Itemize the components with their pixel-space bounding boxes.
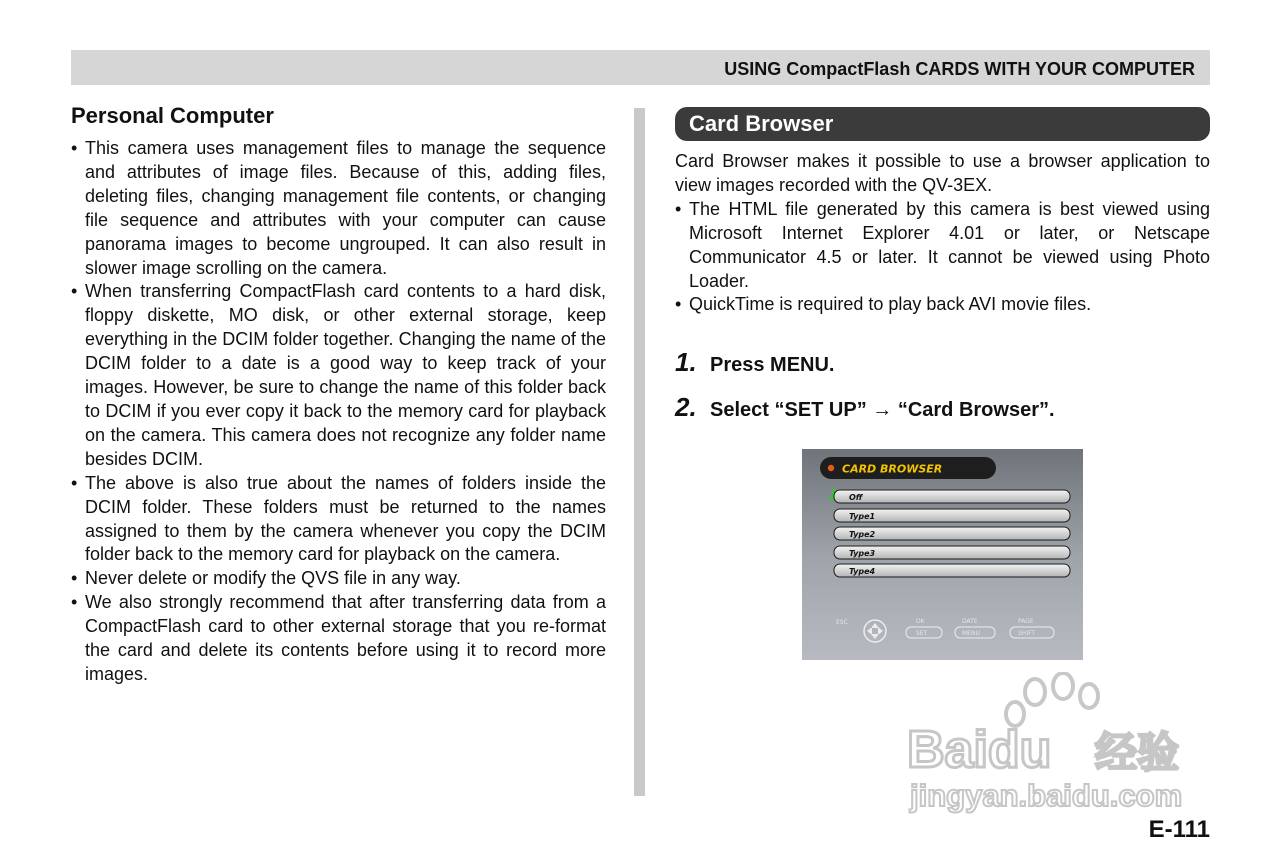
step-1: [675, 347, 1210, 378]
watermark-url: jingyan.baidu.com: [910, 778, 1183, 813]
bullet-item: • The above is also true about the names of folders inside the DCIM folder. These folders must be returned to the names assigned to them by the camera whenever you copy the DCIM folder back to the memory card for playback on the camera.: [71, 472, 606, 568]
lcd-option-label: Type3: [849, 549, 876, 558]
step-number: 2.: [675, 392, 697, 423]
left-column: [71, 103, 606, 687]
header-bar: [71, 50, 1210, 85]
column-divider: [634, 108, 645, 796]
lcd-option-label: Off: [849, 493, 863, 502]
card-browser-title: Card Browser: [675, 107, 1210, 141]
step-number: 1.: [675, 347, 697, 378]
step-2: [675, 392, 1210, 423]
bullet-item: • When transferring CompactFlash card contents to a hard disk, floppy diskette, MO disk, or other external storage, keep everything in the DCIM folder together. Changing the name of the DCIM folder to a date is a good way to keep track of your images. However, be sure to change the name of this folder back to DCIM if you ever copy it back to the memory card for playback on the camera. This camera does not recognize any folder name besides DCIM.: [71, 280, 606, 471]
lcd-date-label: DATE: [962, 618, 978, 625]
lcd-option-label: Type4: [849, 567, 876, 576]
personal-computer-title: Personal Computer: [71, 103, 274, 128]
step-text: Select “SET UP” → “Card Browser”.: [710, 399, 1055, 422]
right-column: [675, 107, 1210, 437]
steps: [675, 347, 1210, 423]
watermark-chinese: 经验: [1095, 728, 1180, 777]
page-number: E-111: [1148, 816, 1210, 843]
lcd-shift-label: SHIFT: [1018, 630, 1036, 637]
baidu-watermark: [905, 672, 1205, 817]
bullet-item: • We also strongly recommend that after transferring data from a CompactFlash card to other external storage that you re-format the card and delete its contents before using it to record more images.: [71, 591, 606, 687]
lcd-set-label: SET: [916, 630, 928, 637]
bullet-item: • Never delete or modify the QVS file in any way.: [71, 567, 606, 591]
personal-computer-bullets: [71, 137, 606, 687]
lcd-option-type3: [834, 546, 1070, 559]
camera-lcd-screenshot: [802, 449, 1083, 660]
bullet-item: • The HTML file generated by this camera is best viewed using Microsoft Internet Explorer 4.01 or later, or Netscape Communicator 4.5 or later. It cannot be viewed using Photo Loader.: [675, 198, 1210, 294]
paw-icon: [1006, 673, 1098, 726]
lcd-esc-label: ESC: [836, 619, 848, 626]
lcd-option-label: Type2: [849, 530, 876, 539]
lcd-option-type1: [834, 509, 1070, 522]
step-text: Press MENU.: [710, 354, 835, 377]
bullet-item: • QuickTime is required to play back AVI movie files.: [675, 293, 1210, 317]
watermark-brand: Baidu: [907, 721, 1052, 779]
lcd-menu-label: MENU: [962, 630, 980, 637]
lcd-ok-label: OK: [916, 618, 925, 625]
lcd-option-type4: [834, 564, 1070, 577]
card-browser-bullets: [675, 198, 1210, 318]
lcd-option-type2: [834, 527, 1070, 540]
lcd-option-off: [831, 489, 1070, 503]
lcd-page-label: PAGE: [1018, 618, 1034, 625]
lcd-header: CARD BROWSER: [842, 462, 943, 476]
bullet-item: • This camera uses management files to manage the sequence and attributes of image files. Because of this, adding files, deleting files, changing management file contents, or changing file sequence and attributes with your computer can cause panorama images to become ungrouped. It can also result in slower image scrolling on the camera.: [71, 137, 606, 280]
header-title: USING CompactFlash CARDS WITH YOUR COMPUTER: [724, 59, 1195, 79]
lcd-option-label: Type1: [849, 512, 876, 521]
card-browser-intro: Card Browser makes it possible to use a browser application to view images recorded with the QV-3EX.: [675, 151, 1210, 195]
